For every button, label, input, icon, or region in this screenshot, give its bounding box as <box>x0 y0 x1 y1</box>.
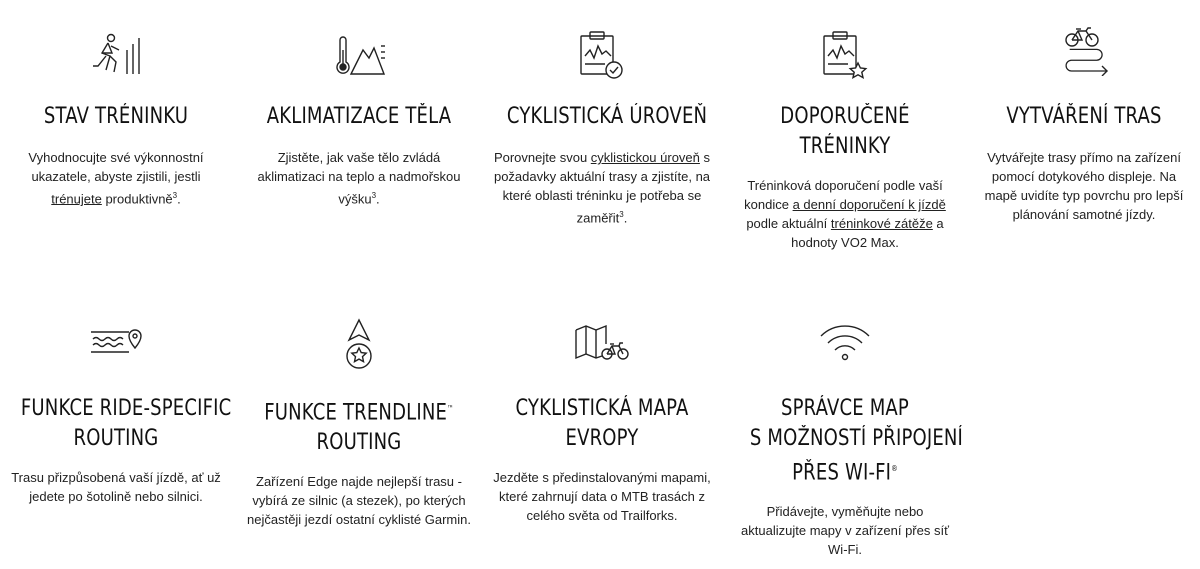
feature-cycling-ability <box>486 0 718 227</box>
running-stats-icon <box>89 32 143 76</box>
feature-title-line2: TRÉNINKY <box>799 134 891 159</box>
feature-title: CYKLISTICKÁ ÚROVEŇ <box>506 104 708 129</box>
training-load-link[interactable]: tréninkové zátěže <box>830 216 933 231</box>
cycling-ability-link[interactable]: cyklistickou úroveň <box>590 150 700 165</box>
bike-route-arrow-icon <box>1058 26 1110 76</box>
feature-description: Porovnejte svou cyklistickou úroveň s požadavky aktuální trasy a zjistíte, na které oblasti tréninku je potřeba se zaměřit$^3$. <box>493 150 711 226</box>
feature-description: Trasu přizpůsobená vaší jízdě, ať už jedete po šotolině nebo silnici. <box>11 470 221 504</box>
feature-description: Vytvářejte trasy přímo na zařízení pomocí dotykového displeje. Na mapě uvidíte typ povrchu pro lepší plánování samotné jízdy. <box>984 150 1184 222</box>
feature-title-line2: EVROPY <box>565 426 639 451</box>
altitude-thermometer-icon <box>333 36 385 76</box>
feature-title: SPRÁVCE MAP <box>781 396 909 421</box>
feature-description: Vyhodnocujte své výkonnostní ukazatele, abyste zjistili, jestli trénujete produktivně$^3$. <box>28 150 204 207</box>
daily-suggestions-link[interactable]: a denní doporučení k jízdě <box>792 197 946 212</box>
feature-description: Přidávejte, vyměňujte nebo aktualizujte mapy v zařízení přes síť Wi-Fi. <box>741 504 949 558</box>
feature-title: AKLIMATIZACE TĚLA <box>266 104 452 129</box>
registered-symbol: ® <box>891 464 898 473</box>
training-link[interactable]: trénujete <box>51 191 102 207</box>
feature-title: DOPORUČENÉ <box>780 104 910 129</box>
feature-title: FUNKCE TRENDLINE™ <box>264 400 454 426</box>
map-bike-icon <box>574 324 630 362</box>
feature-acclimatization <box>243 0 475 208</box>
feature-title-line2: ROUTING <box>316 430 402 456</box>
feature-title-line2: ROUTING <box>73 426 159 451</box>
feature-title: VYTVÁŘENÍ TRAS <box>1006 104 1162 129</box>
clipboard-star-chart-icon <box>822 30 868 80</box>
surface-route-pin-icon <box>89 326 143 356</box>
clipboard-check-chart-icon <box>579 30 625 80</box>
navigation-star-icon <box>343 318 375 370</box>
wifi-icon <box>819 324 871 362</box>
feature-cycling-map <box>486 300 718 525</box>
feature-title-line3: PŘES WI-FI® <box>792 460 898 486</box>
feature-title-line2: S MOŽNOSTÍ PŘIPOJENÍ <box>749 426 964 451</box>
feature-wifi-map-manager <box>729 300 964 559</box>
feature-title: STAV TRÉNINKU <box>43 104 189 129</box>
feature-description: Tréninková doporučení podle vaší kondice a denní doporučení k jízdě podle aktuální tréninkové zátěže a hodnoty VO2 Max. <box>744 178 946 250</box>
feature-course-creation <box>968 0 1200 224</box>
feature-training-status <box>0 0 232 208</box>
feature-title: FUNKCE RIDE-SPECIFIC <box>20 396 232 421</box>
feature-title: CYKLISTICKÁ MAPA <box>515 396 689 421</box>
feature-recommended-workouts <box>729 0 961 252</box>
feature-description: Jezděte s předinstalovanými mapami, které zahrnují data o MTB trasách z celého světa od Trailforks. <box>493 470 711 523</box>
feature-description: Zjistěte, jak vaše tělo zvládá aklimatizaci na teplo a nadmořskou výšku$^3$. <box>257 150 461 207</box>
feature-ride-specific-routing <box>0 300 232 506</box>
feature-description: Zařízení Edge najde nejlepší trasu - vybírá ze silnic (a stezek), po kterých nejčastěji jezdí ostatní cyklisté Garmin. <box>247 474 471 528</box>
feature-trendline-routing <box>243 300 475 529</box>
trademark-symbol: ™ <box>447 404 454 413</box>
